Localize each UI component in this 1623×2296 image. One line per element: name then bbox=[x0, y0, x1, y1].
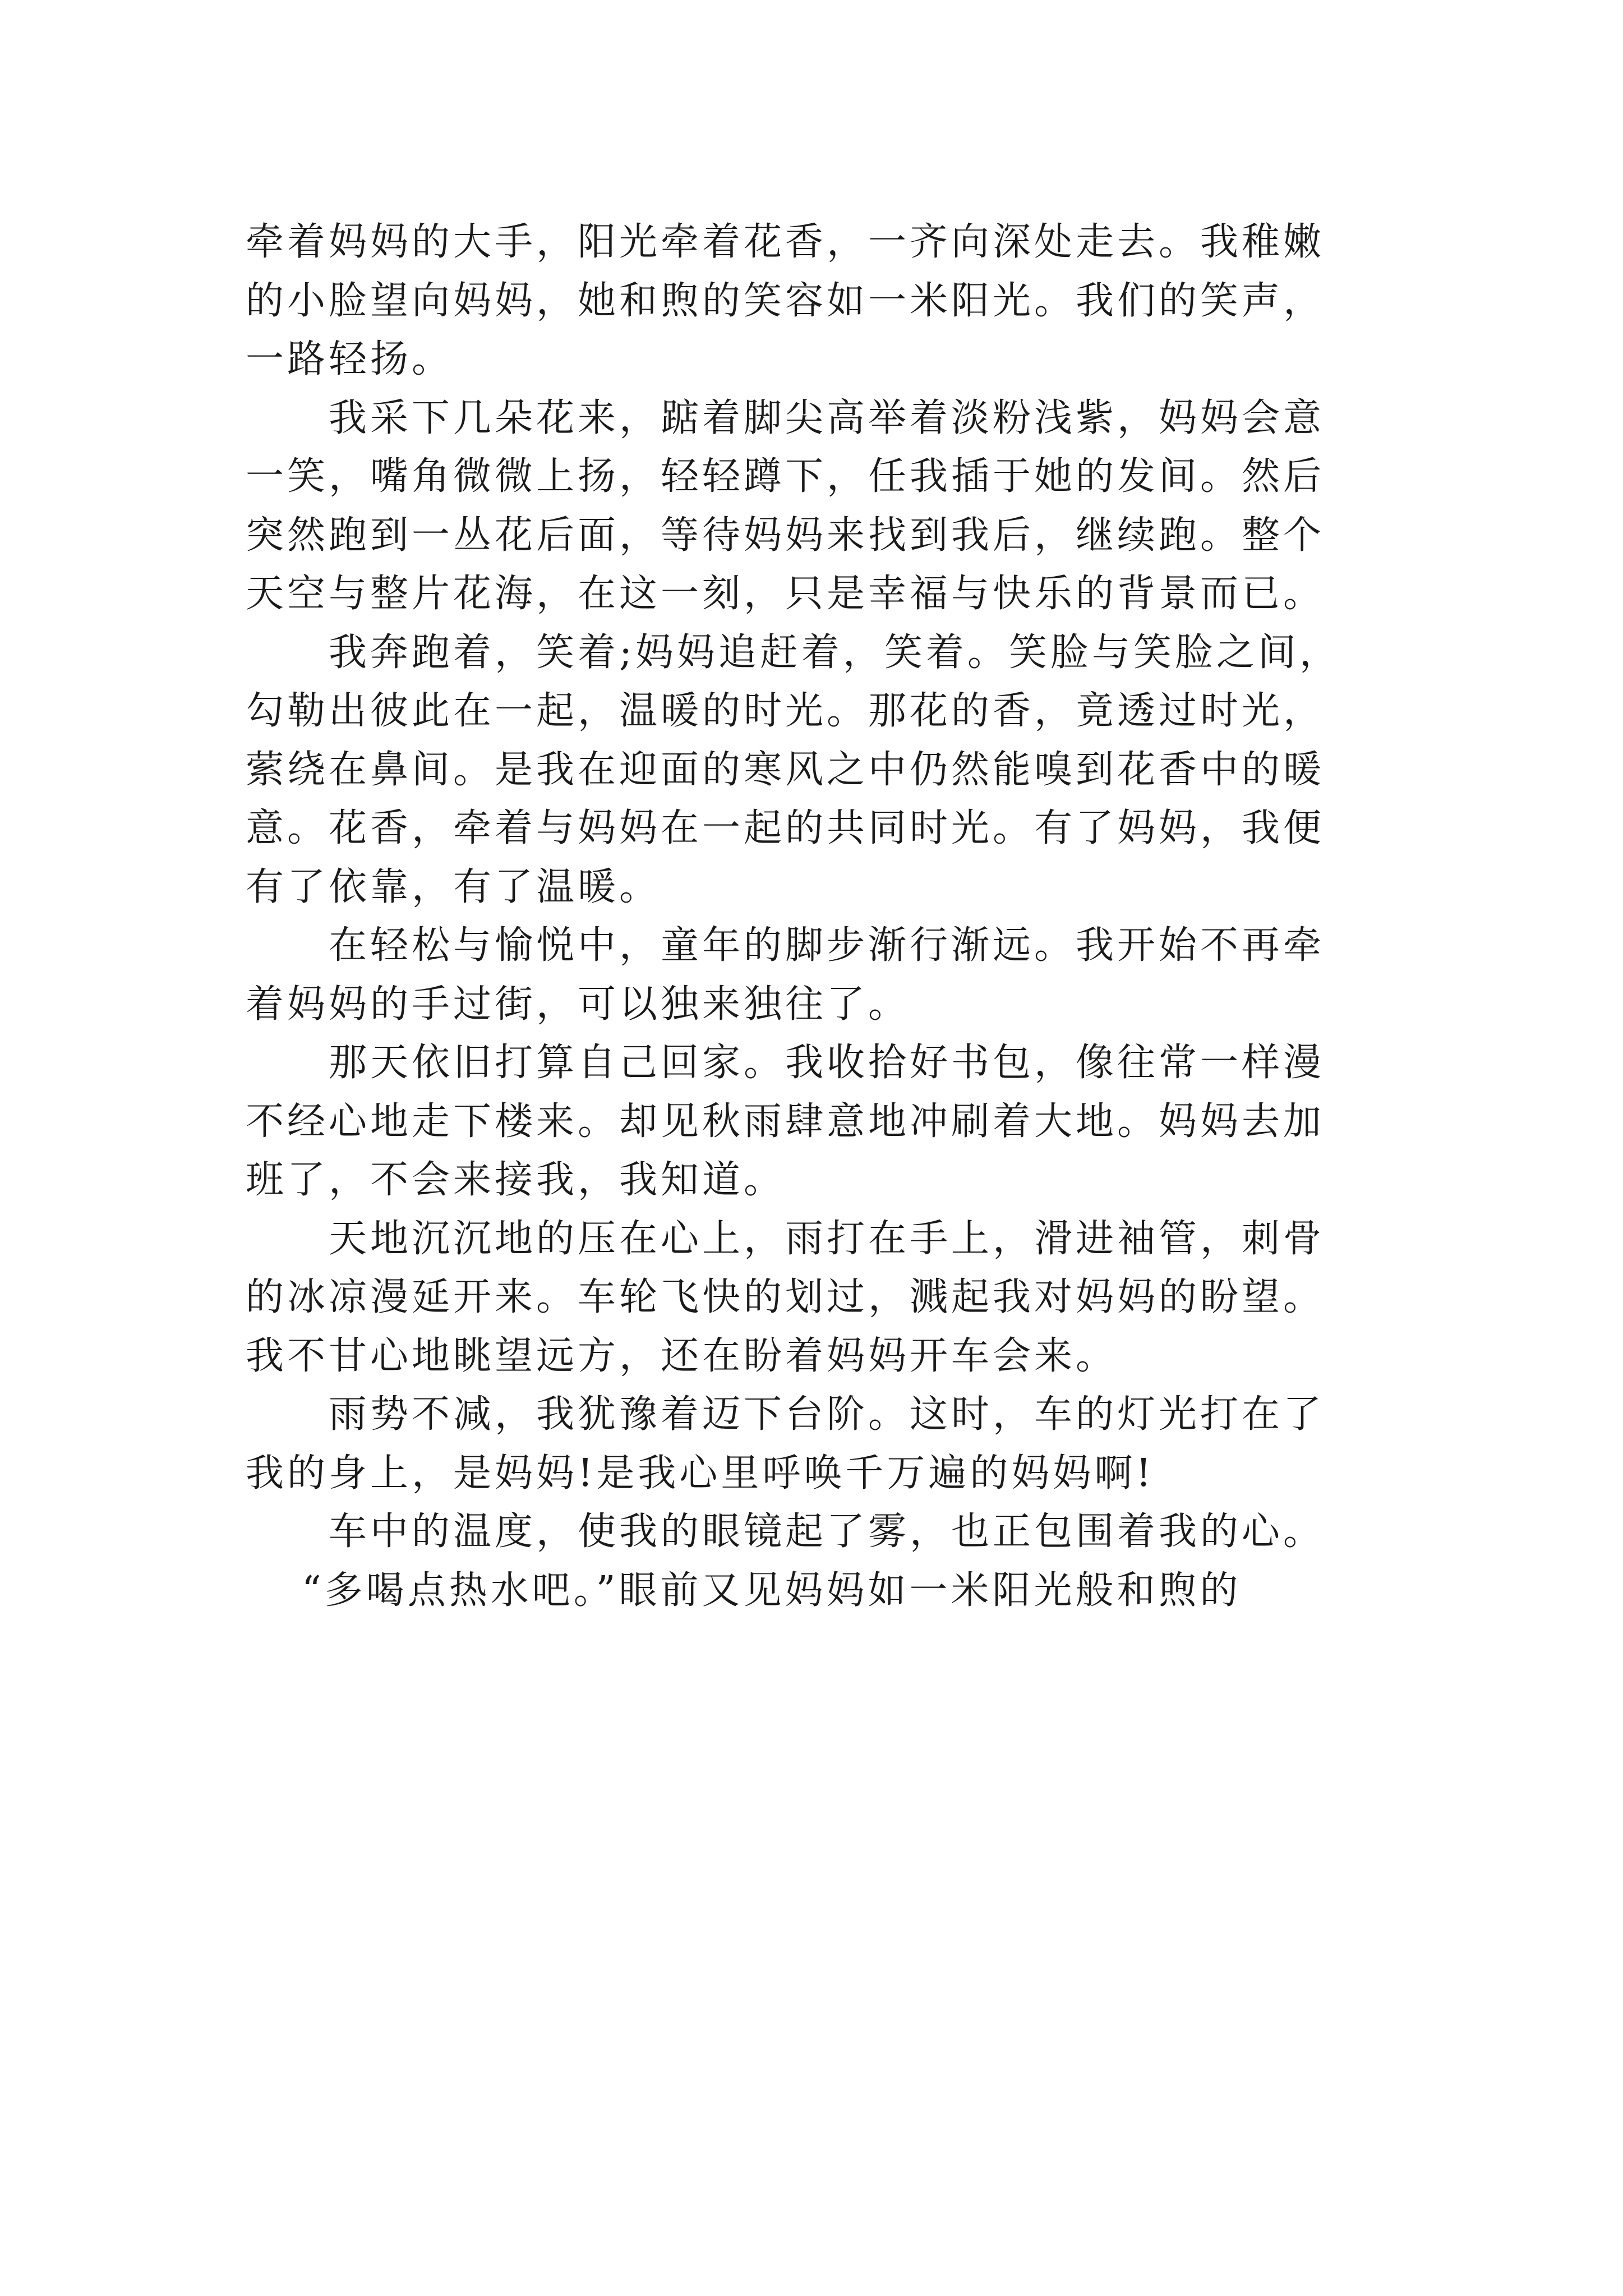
text-line: 我的身上，是妈妈!是我心里呼唤千万遍的妈妈啊! bbox=[246, 1451, 1155, 1496]
text-line: 车中的温度，使我的眼镜起了雾，也正包围着我的心。 bbox=[329, 1510, 1325, 1554]
text-line: 雨势不减，我犹豫着迈下台阶。这时，车的灯光打在了 bbox=[329, 1392, 1325, 1437]
paragraph bbox=[246, 917, 1390, 1034]
text-line: 那天依旧打算自己回家。我收拾好书包，像往常一样漫 bbox=[329, 1041, 1325, 1085]
essay-body bbox=[246, 213, 1390, 1620]
text-line: 有了依靠，有了温暖。 bbox=[246, 864, 661, 909]
text-line: 的冰凉漫延开来。车轮飞快的划过，溅起我对妈妈的盼望。 bbox=[246, 1275, 1325, 1319]
paragraph bbox=[246, 213, 1390, 389]
paragraph bbox=[246, 624, 1390, 917]
text-line: 的小脸望向妈妈，她和煦的笑容如一米阳光。我们的笑声， bbox=[246, 278, 1325, 323]
paragraph bbox=[246, 389, 1390, 624]
text-line: 一路轻扬。 bbox=[246, 337, 454, 381]
text-line: 勾勒出彼此在一起，温暖的时光。那花的香，竟透过时光， bbox=[246, 689, 1325, 733]
text-line: 我奔跑着，笑着;妈妈追赶着，笑着。笑脸与笑脸之间， bbox=[329, 630, 1341, 675]
text-line: 一笑，嘴角微微上扬，轻轻蹲下，任我插于她的发间。然后 bbox=[246, 454, 1325, 499]
text-line: 天空与整片花海，在这一刻，只是幸福与快乐的背景而已。 bbox=[246, 572, 1325, 616]
text-line: 着妈妈的手过街，可以独来独往了。 bbox=[246, 982, 910, 1027]
text-line: 萦绕在鼻间。是我在迎面的寒风之中仍然能嗅到花香中的暖 bbox=[246, 747, 1325, 792]
text-line: 牵着妈妈的大手，阳光牵着花香，一齐向深处走去。我稚嫩 bbox=[246, 220, 1325, 264]
paragraph bbox=[246, 1503, 1390, 1562]
paragraph bbox=[246, 1562, 1390, 1621]
text-line: 班了，不会来接我，我知道。 bbox=[246, 1158, 786, 1202]
text-line: 意。花香，牵着与妈妈在一起的共同时光。有了妈妈，我便 bbox=[246, 806, 1325, 850]
text-line: 我采下几朵花来，踮着脚尖高举着淡粉浅紫，妈妈会意 bbox=[329, 395, 1325, 440]
text-line: 突然跑到一丛花后面，等待妈妈来找到我后，继续跑。整个 bbox=[246, 513, 1325, 558]
paragraph bbox=[246, 1386, 1390, 1503]
text-line: 天地沉沉地的压在心上，雨打在手上，滑进袖管，刺骨 bbox=[329, 1216, 1325, 1261]
text-line: 在轻松与愉悦中，童年的脚步渐行渐远。我开始不再牵 bbox=[329, 923, 1325, 968]
text-line: “多喝点热水吧。”眼前又见妈妈如一米阳光般和煦的 bbox=[302, 1568, 1242, 1613]
text-line: 我不甘心地眺望远方，还在盼着妈妈开车会来。 bbox=[246, 1333, 1118, 1378]
paragraph bbox=[246, 1210, 1390, 1386]
text-line: 不经心地走下楼来。却见秋雨肆意地冲刷着大地。妈妈去加 bbox=[246, 1099, 1325, 1144]
paragraph bbox=[246, 1034, 1390, 1210]
